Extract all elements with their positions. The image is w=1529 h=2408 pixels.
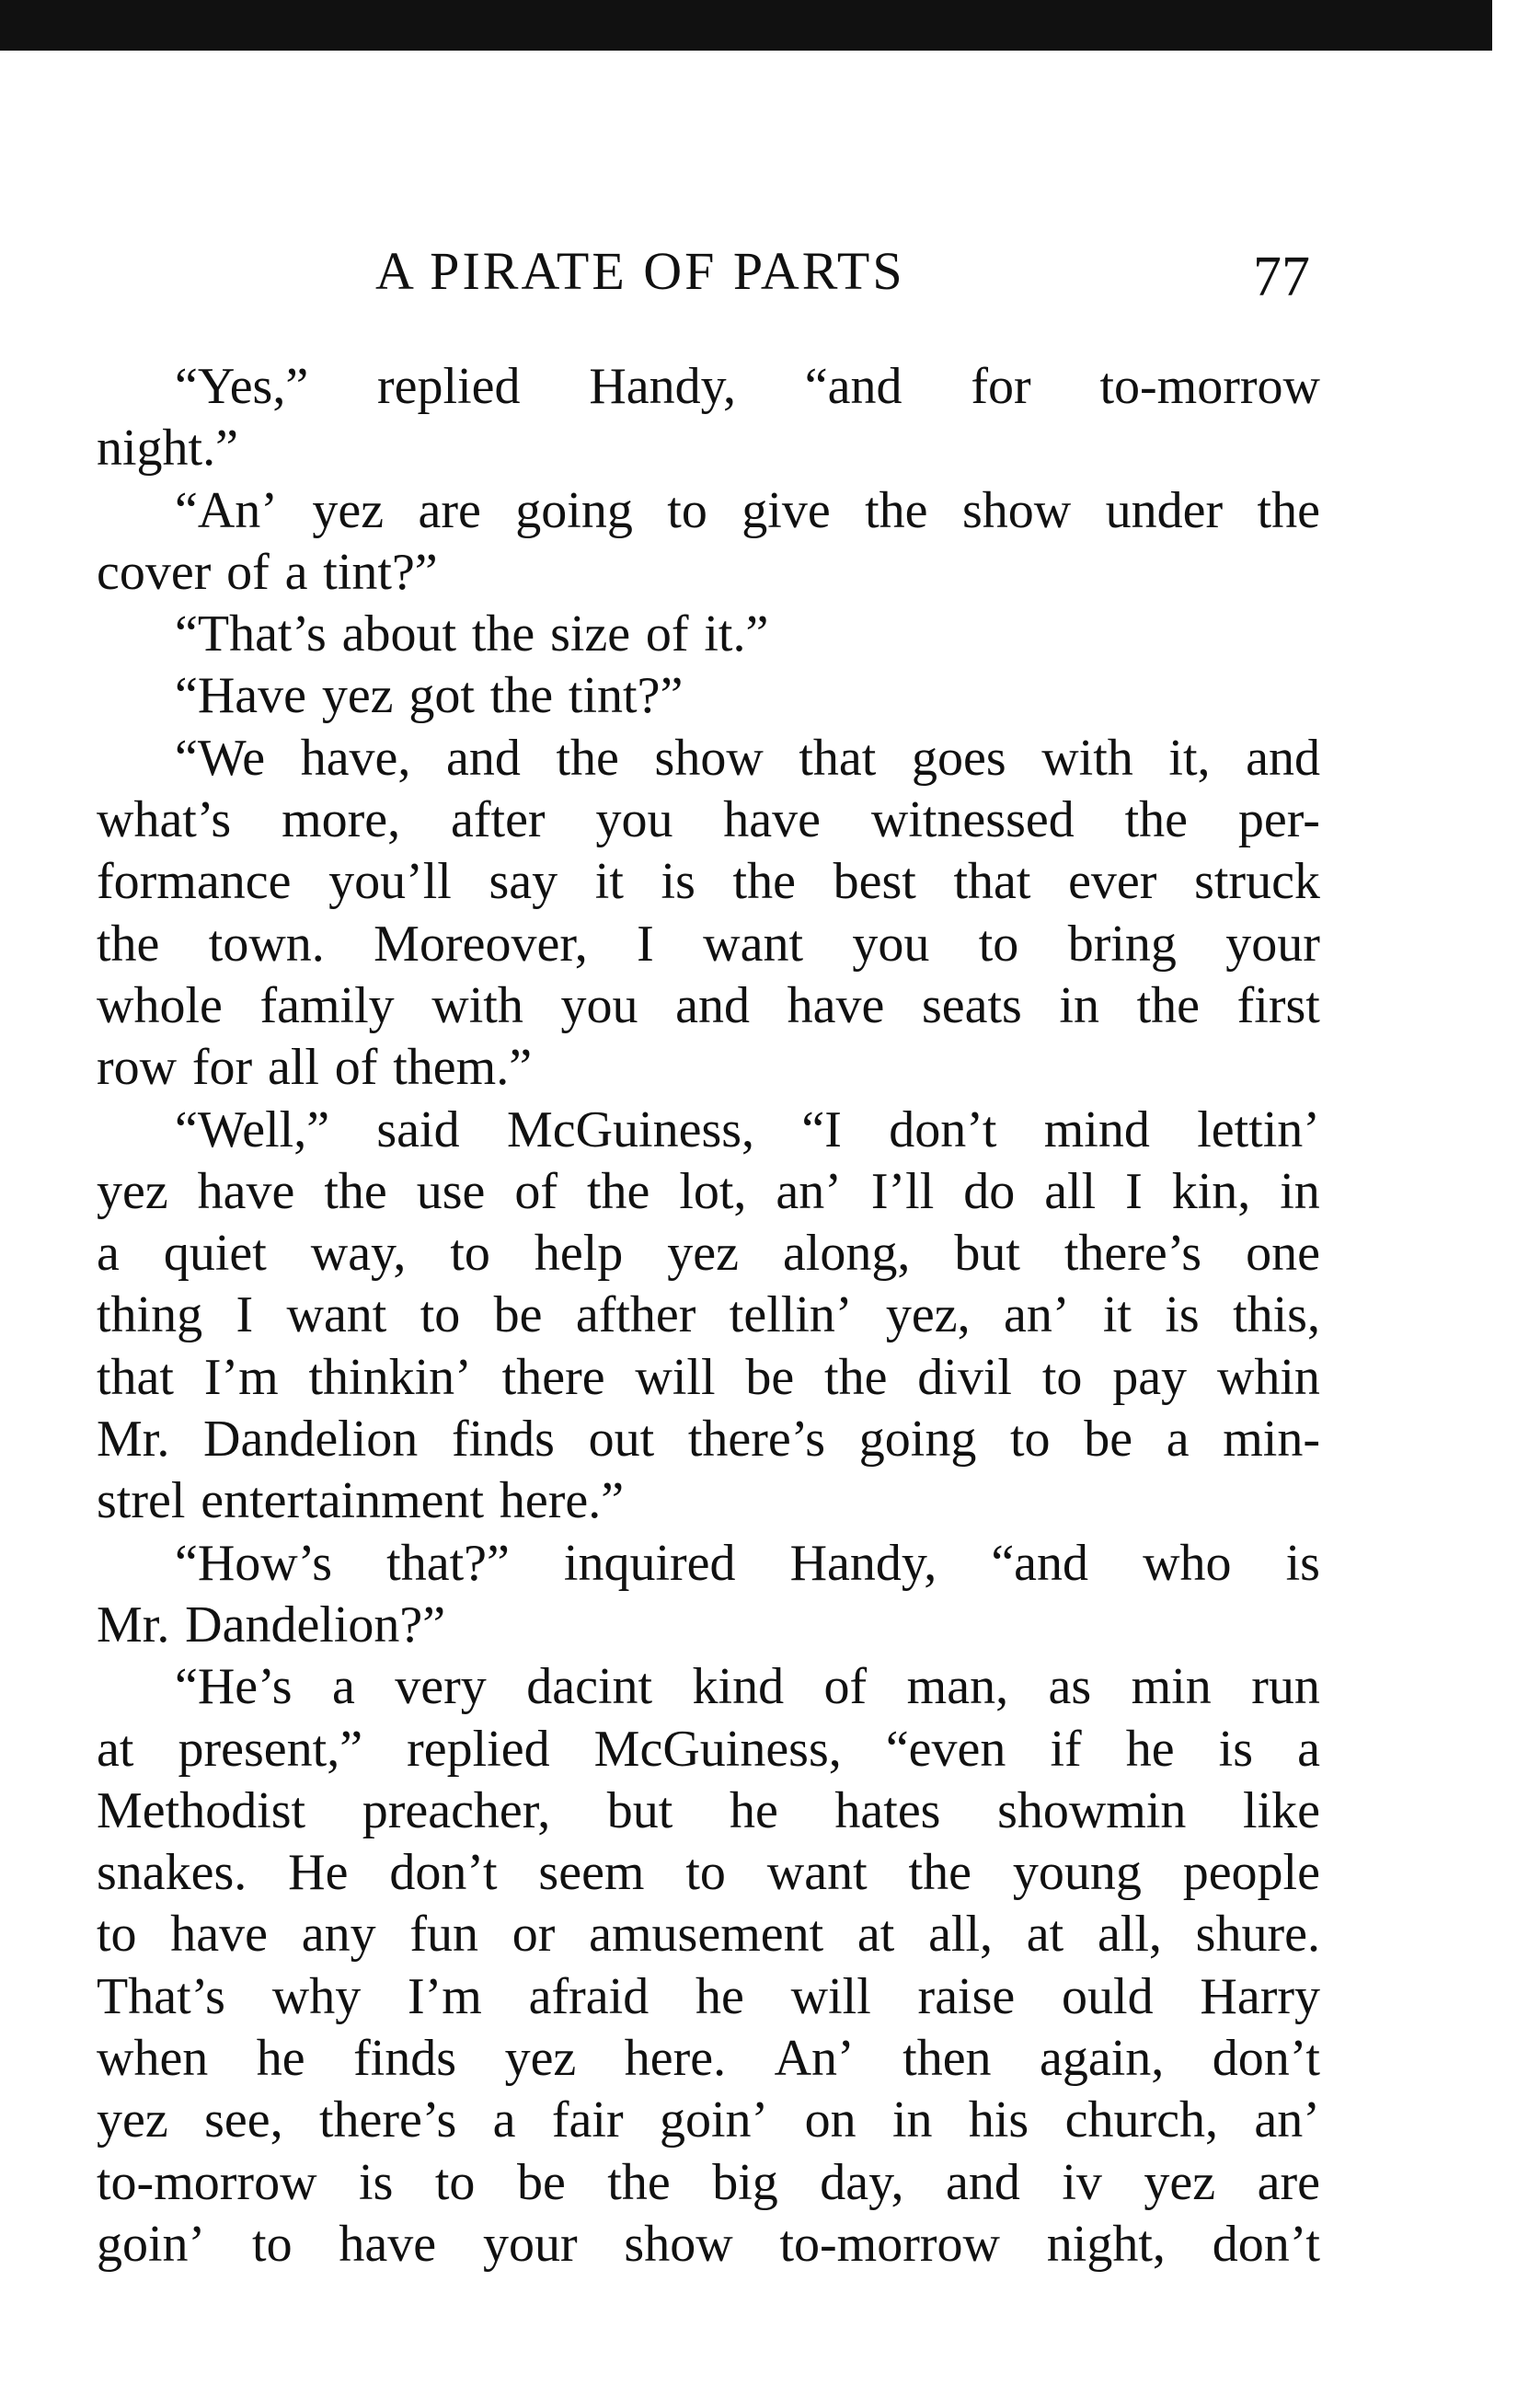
text-line: strel entertainment here.” <box>97 1472 625 1530</box>
text-line: Methodist preacher, but he hates showmin like <box>97 1781 1320 1839</box>
text-line: night.” <box>97 420 238 478</box>
text-line: yez have the use of the lot, an’ I’ll do all I kin, in <box>97 1162 1320 1220</box>
text-line: Mr. Dandelion?” <box>97 1596 446 1653</box>
text-line: Mr. Dandelion finds out there’s going to be a min- <box>97 1411 1320 1469</box>
text-line: “How’s that?” inquired Handy, “and who is <box>175 1534 1320 1592</box>
text-line: thing I want to be afther tellin’ yez, an’ it is this, <box>97 1286 1320 1344</box>
text-line: what’s more, after you have witnessed the per- <box>97 791 1320 849</box>
text-line: that I’m thinkin’ there will be the divil to pay whin <box>97 1348 1320 1406</box>
text-line: “We have, and the show that goes with it, and <box>175 729 1320 787</box>
page-number: 77 <box>1253 246 1310 308</box>
text-line: to have any fun or amusement at all, at all, shure. <box>97 1906 1320 1964</box>
text-line: “Have yez got the tint?” <box>175 667 684 725</box>
text-line: “An’ yez are going to give the show under the <box>175 481 1320 539</box>
text-line: when he finds yez here. An’ then again, don’t <box>97 2030 1320 2088</box>
body-text <box>97 356 1320 2276</box>
text-line: “Well,” said McGuiness, “I don’t mind lettin’ <box>175 1100 1320 1158</box>
text-line: to-morrow is to be the big day, and iv yez are <box>97 2153 1320 2211</box>
text-line: a quiet way, to help yez along, but there’s one <box>97 1225 1320 1283</box>
text-line: “That’s about the size of it.” <box>175 605 769 663</box>
running-title: A PIRATE OF PARTS <box>375 241 905 301</box>
text-line: formance you’ll say it is the best that ever struck <box>97 853 1320 911</box>
top-rule <box>0 0 1492 51</box>
text-line: That’s why I’m afraid he will raise ould Harry <box>97 1967 1320 2025</box>
text-line: yez see, there’s a fair goin’ on in his church, an’ <box>97 2091 1320 2149</box>
text-line: snakes. He don’t seem to want the young people <box>97 1844 1320 1902</box>
text-line: “Yes,” replied Handy, “and for to-morrow <box>175 358 1320 415</box>
text-line: whole family with you and have seats in the first <box>97 976 1320 1034</box>
text-line: goin’ to have your show to-morrow night, don’t <box>97 2215 1320 2273</box>
text-line: “He’s a very dacint kind of man, as min run <box>175 1658 1320 1716</box>
text-line: at present,” replied McGuiness, “even if he is a <box>97 1720 1320 1778</box>
running-head <box>0 235 1529 308</box>
text-line: cover of a tint?” <box>97 543 438 601</box>
text-line: row for all of them.” <box>97 1039 533 1097</box>
text-line: the town. Moreover, I want you to bring your <box>97 915 1320 973</box>
